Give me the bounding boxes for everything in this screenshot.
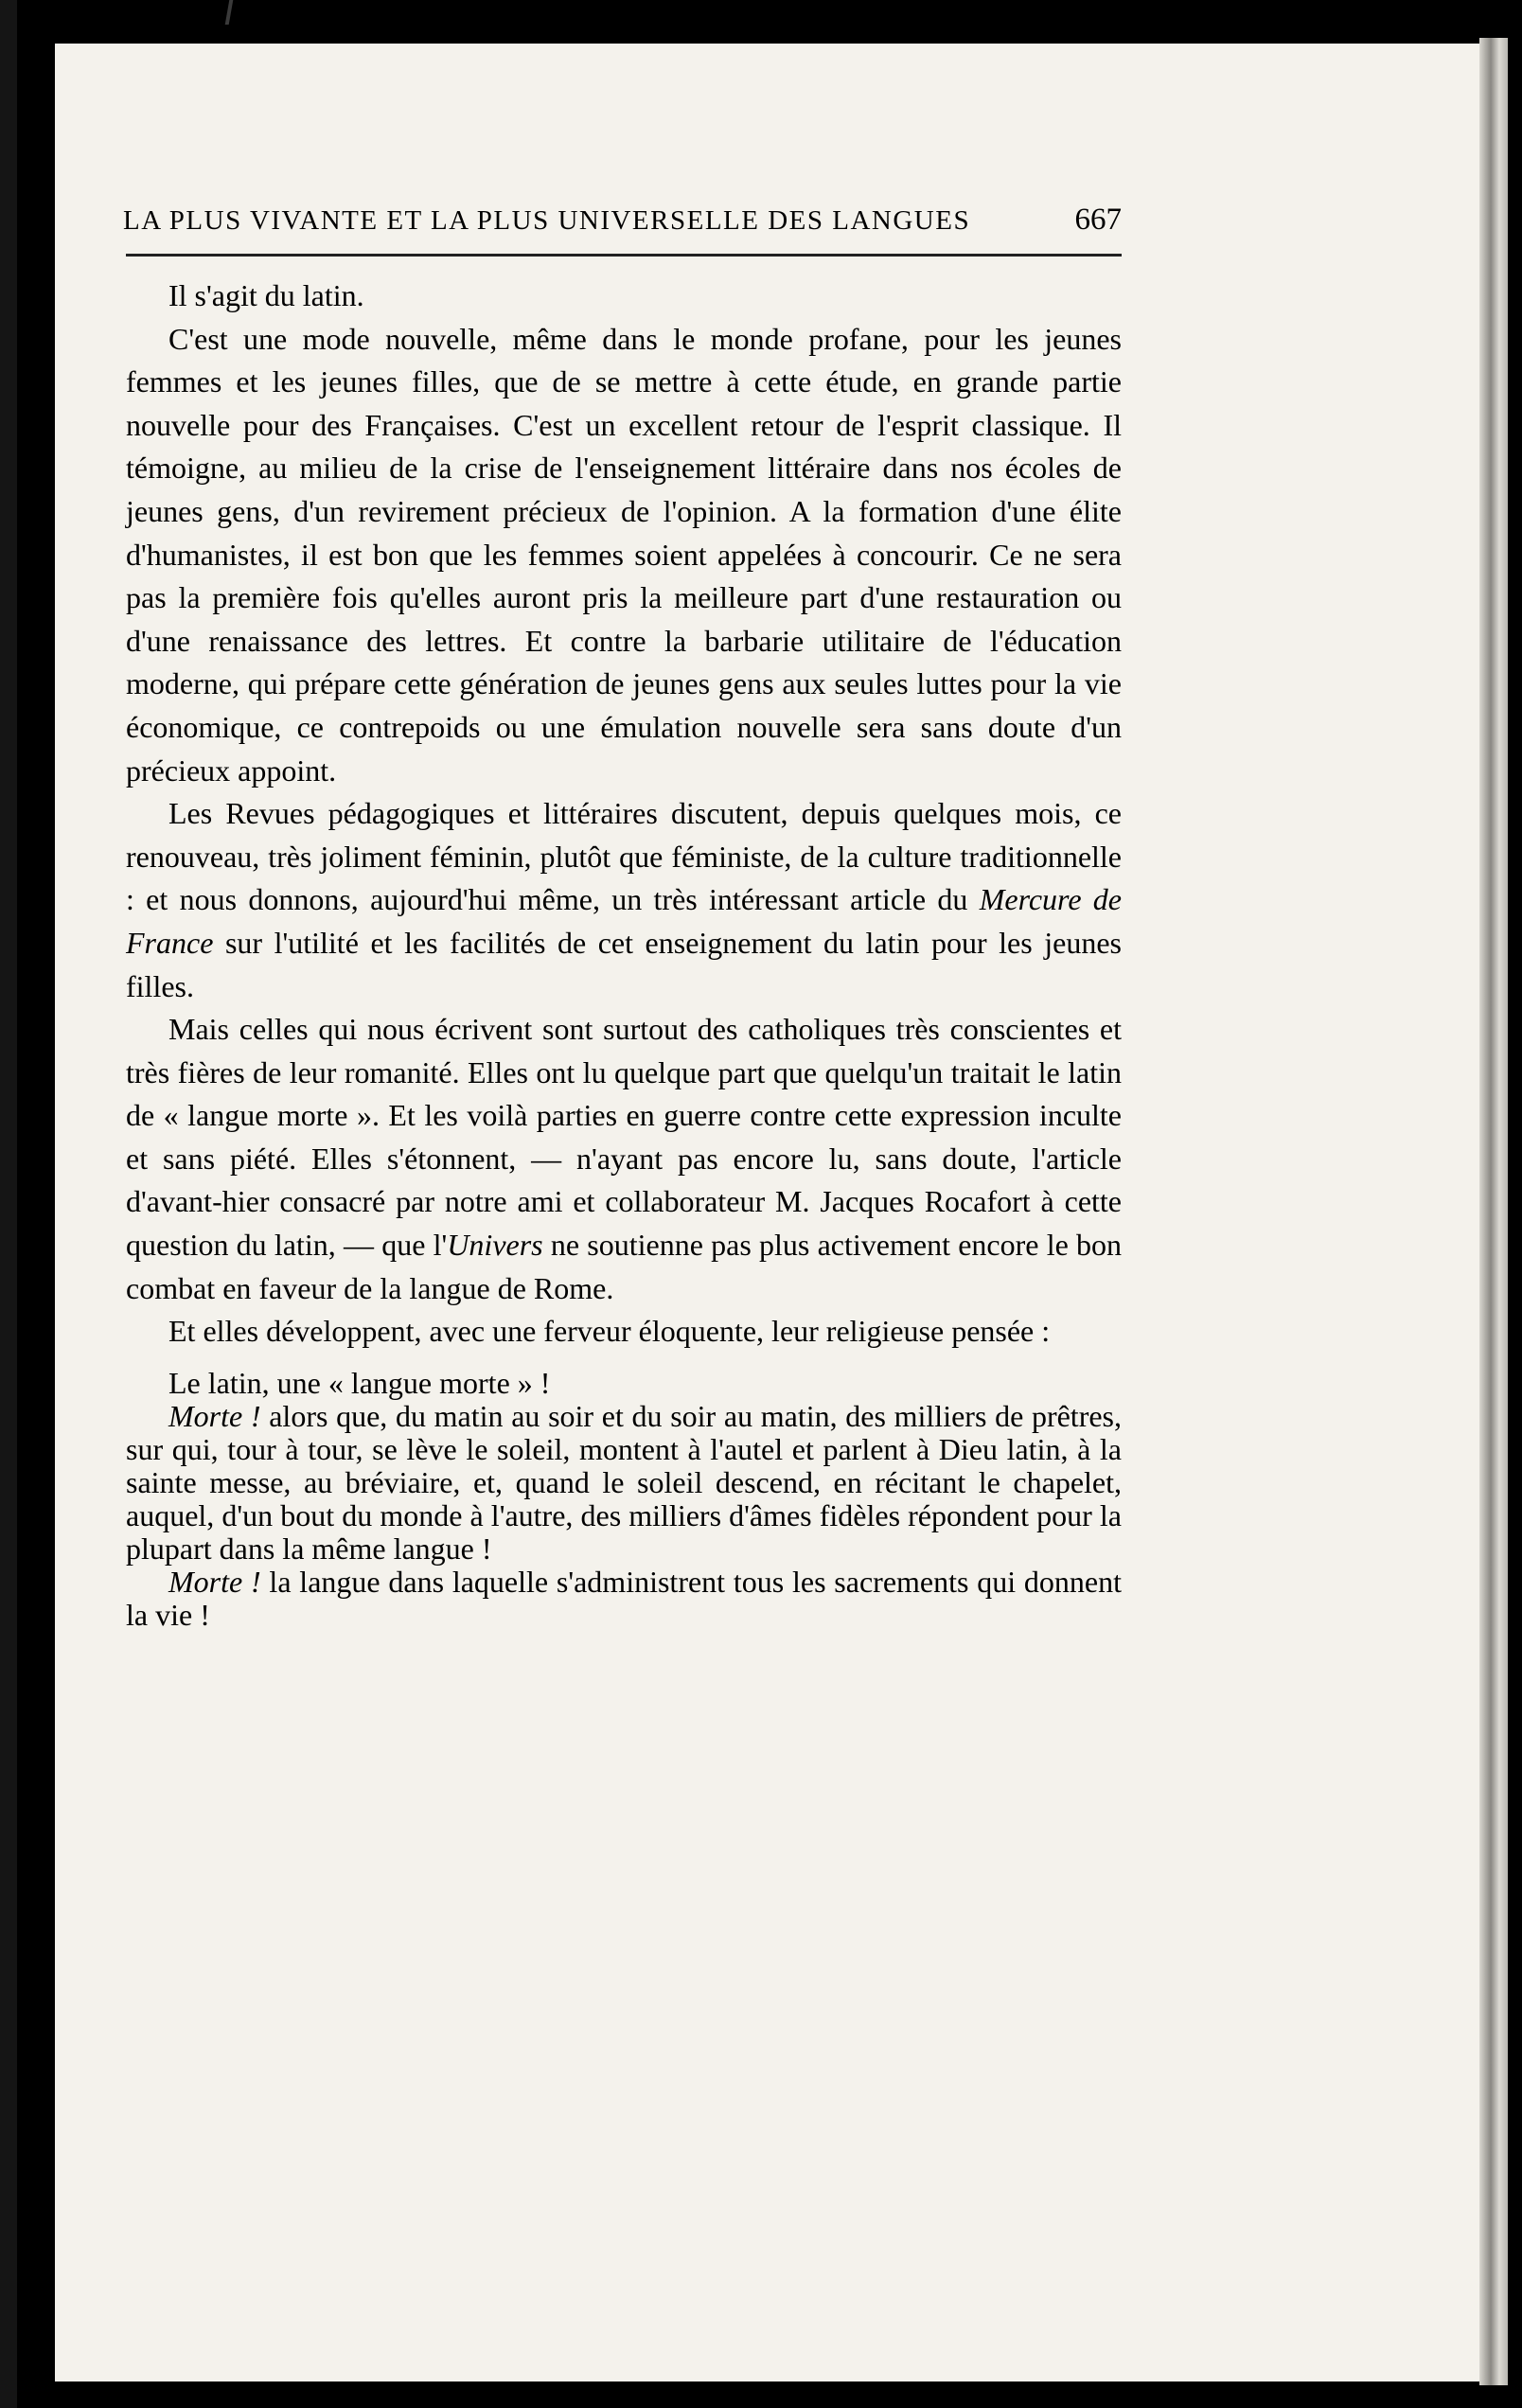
paragraph-3: Les Revues pédagogiques et littéraires discutent, depuis quelques mois, ce renouveau, très joliment féminin, plutôt que féministe, de la culture traditionnelle : et nous donnons, aujourd'hui même, un très intéressant article du Mercure de France sur l'utilité et les facilités de cet enseignement du latin pour les jeunes filles. (126, 796, 1123, 1003)
paragraph-6: Le latin, une « langue morte » ! (168, 1365, 551, 1400)
page-number: 667 (1074, 203, 1122, 237)
page-edge-stack (1479, 38, 1508, 2385)
running-head-title: LA PLUS VIVANTE ET LA PLUS UNIVERSELLE DES LANGUES (123, 205, 971, 236)
emphasis-morte: Morte ! (168, 1564, 261, 1599)
book-spine-edge (0, 0, 17, 2408)
running-head (123, 203, 1122, 248)
paragraph-4: Mais celles qui nous écrivent sont surtout des catholiques très conscientes et très fières de leur romanité. Elles ont lu quelque part que quelqu'un traitait le latin de « langue morte ». Et les voilà parties en guerre contre cette expression inculte et sans piété. Elles s'étonnent, — n'ayant pas encore lu, sans doute, l'article d'avant-hier consacré par notre ami et collaborateur M. Jacques Rocafort à cette question du latin, — que l'Univers ne soutienne pas plus activement encore le bon combat en faveur de la langue de Rome. (126, 1012, 1123, 1305)
header-rule (126, 254, 1122, 257)
paragraph-8: Morte ! la langue dans laquelle s'administrent tous les sacrements qui donnent la vie ! (126, 1564, 1122, 1632)
paragraph-1: Il s'agit du latin. (168, 278, 364, 312)
paragraph-5: Et elles développent, avec une ferveur éloquente, leur religieuse pensée : (168, 1314, 1051, 1349)
journal-title-mercure: Mercure de France (126, 882, 1123, 960)
journal-title-univers: Univers (447, 1228, 543, 1263)
body-text (126, 274, 1122, 1632)
paragraph-2: C'est une mode nouvelle, même dans le monde profane, pour les jeunes femmes et les jeunes filles, que de se mettre à cette étude, en grande partie nouvelle pour des Françaises. C'est un excellent retour de l'esprit classique. Il témoigne, au milieu de la crise de l'enseignement littéraire dans nos écoles de jeunes gens, d'un revirement précieux de l'opinion. A la formation d'une élite d'humanistes, il est bon que les femmes soient appelées à concourir. Ce ne sera pas la première fois qu'elles auront pris la meilleure part d'une restauration ou d'une renaissance des lettres. Et contre la barbarie utilitaire de l'éducation moderne, qui prépare cette génération de jeunes gens aux seules luttes pour la vie économique, ce contrepoids ou une émulation nouvelle sera sans doute d'un précieux appoint. (126, 321, 1122, 788)
scan-mark (225, 0, 234, 25)
emphasis-morte: Morte ! (168, 1398, 261, 1433)
paragraph-7: Morte ! alors que, du matin au soir et du soir au matin, des milliers de prêtres, sur qui, tour à tour, se lève le soleil, montent à l'autel et parlent à Dieu latin, à la sainte messe, au bréviaire, et, quand le soleil descend, en récitant le chapelet, auquel, d'un bout du monde à l'autre, des milliers d'âmes fidèles répondent pour la plupart dans la même langue ! (126, 1398, 1123, 1566)
